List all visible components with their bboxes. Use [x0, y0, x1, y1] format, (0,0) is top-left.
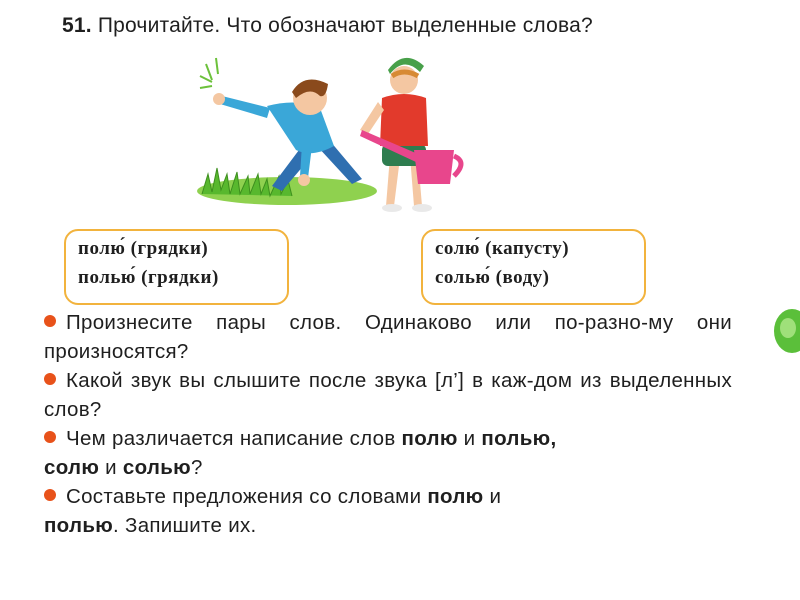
highlighted-word: солю	[44, 456, 100, 479]
exercise-instruction: Прочитайте. Что обозначают выделенные слова?	[97, 14, 593, 37]
question-text: Составьте предложения со словами	[66, 485, 428, 508]
question-text: Произнесите пары слов. Одинаково или по-разно-му они произносятся?	[44, 311, 732, 363]
question-text: ?	[190, 456, 203, 479]
question-text: и	[483, 485, 502, 508]
exercise-number: 51.	[62, 14, 92, 37]
question-text: Чем различается написание слов	[66, 427, 402, 450]
highlighted-word: полю	[401, 427, 458, 450]
word-box-line: полью́ (грядки)	[78, 267, 219, 288]
highlighted-word: полю	[427, 485, 484, 508]
bullet-dot-icon	[44, 315, 56, 327]
word-box-1	[64, 229, 289, 305]
question-item	[44, 482, 732, 540]
highlighted-word: полью,	[481, 427, 557, 450]
question-item	[44, 424, 732, 482]
word-box-line: солю́ (капусту)	[435, 238, 570, 259]
word-box-line: солью́ (воду)	[435, 267, 550, 288]
highlighted-word: солью	[122, 456, 191, 479]
question-item	[44, 366, 732, 424]
question-text: . Запишите их.	[113, 514, 257, 537]
word-box-2	[421, 229, 646, 305]
question-text: Какой звук вы слышите после звука [л’] в каж-дом из выделенных слов?	[44, 369, 732, 421]
question-text: и	[99, 456, 123, 479]
questions-list	[44, 308, 732, 540]
bullet-dot-icon	[44, 431, 56, 443]
question-text: и	[457, 427, 482, 450]
question-item	[44, 308, 732, 366]
bullet-dot-icon	[44, 373, 56, 385]
green-blob-icon	[762, 308, 800, 354]
highlighted-word: полью	[44, 514, 114, 537]
boys-illustration	[192, 46, 482, 222]
word-box-line: полю́ (грядки)	[78, 238, 209, 259]
bullet-dot-icon	[44, 489, 56, 501]
exercise-title	[62, 14, 593, 38]
